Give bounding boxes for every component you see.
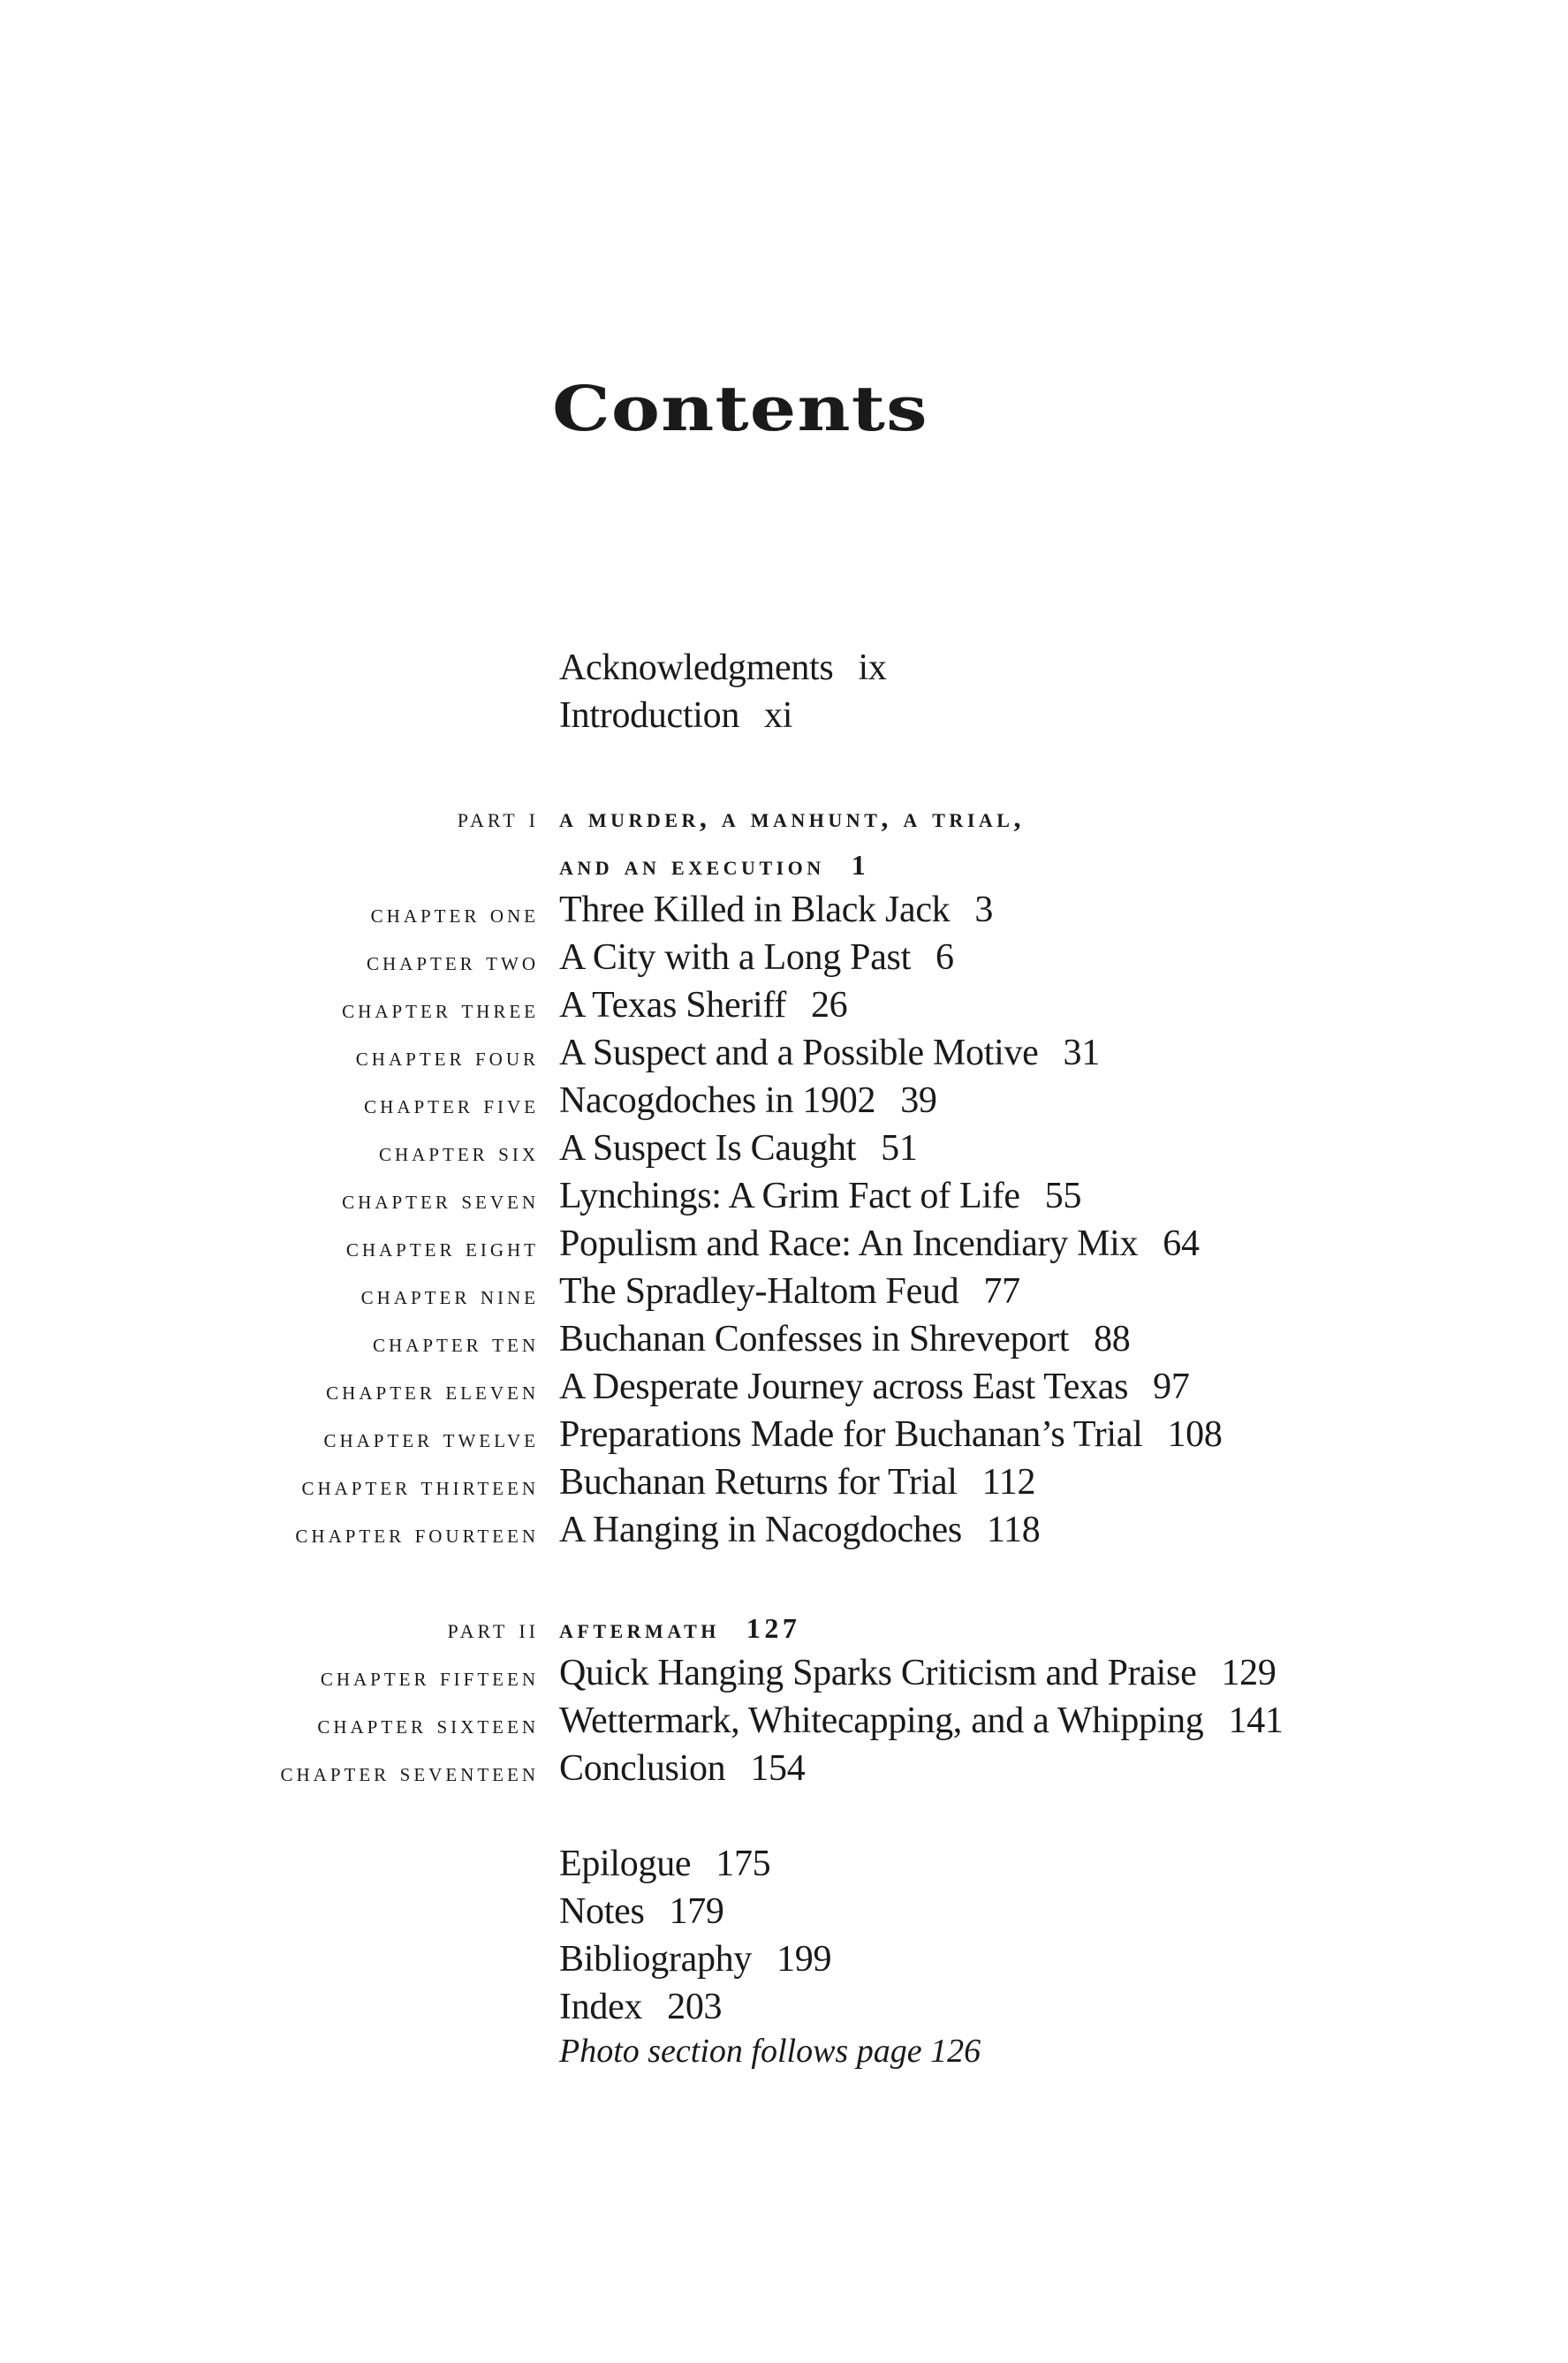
entry-text bbox=[559, 889, 993, 931]
chapter-title: Wettermark, Whitecapping, and a Whipping bbox=[559, 1700, 1204, 1741]
entry-text bbox=[559, 647, 887, 689]
entry-title: Acknowledgments bbox=[559, 648, 834, 688]
chapter-label: chapter sixteen bbox=[317, 1710, 539, 1739]
toc-chapter-5[interactable] bbox=[0, 1078, 1568, 1125]
entry-text bbox=[559, 1747, 805, 1790]
part-page: 1 bbox=[851, 849, 870, 881]
chapter-title: Nacogdoches in 1902 bbox=[559, 1080, 876, 1121]
chapter-page: 39 bbox=[900, 1080, 937, 1121]
chapter-title: A City with a Long Past bbox=[559, 937, 911, 978]
entry-text bbox=[559, 1652, 1276, 1694]
toc-part-2[interactable] bbox=[0, 1602, 1568, 1650]
toc-chapter-14[interactable] bbox=[0, 1507, 1568, 1555]
toc-chapter-3[interactable] bbox=[0, 982, 1568, 1030]
part-title-line-2 bbox=[559, 849, 869, 882]
entry-text bbox=[559, 1223, 1200, 1265]
entry-text bbox=[559, 1461, 1035, 1503]
part-label: part i bbox=[457, 801, 539, 833]
toc-part-1[interactable] bbox=[0, 791, 1568, 839]
chapter-page: 97 bbox=[1153, 1367, 1190, 1407]
entry-text bbox=[559, 1509, 1040, 1551]
toc-entry-epilogue[interactable] bbox=[0, 1841, 1568, 1889]
chapter-page: 55 bbox=[1044, 1176, 1082, 1216]
toc-chapter-4[interactable] bbox=[0, 1030, 1568, 1078]
chapter-title: Populism and Race: An Incendiary Mix bbox=[559, 1223, 1139, 1264]
entry-text bbox=[559, 1986, 722, 2028]
entry-page: 179 bbox=[669, 1891, 724, 1932]
entry-title: Index bbox=[559, 1987, 643, 2027]
chapter-title: A Desperate Journey across East Texas bbox=[559, 1367, 1129, 1407]
chapter-label: chapter seventeen bbox=[280, 1758, 539, 1787]
page-title: Contents bbox=[552, 372, 928, 445]
chapter-title: A Hanging in Nacogdoches bbox=[559, 1510, 962, 1550]
entry-text bbox=[559, 1890, 724, 1933]
chapter-label: chapter one bbox=[370, 899, 539, 928]
entry-text bbox=[559, 1413, 1223, 1456]
chapter-page: 129 bbox=[1221, 1653, 1276, 1693]
chapter-title: Buchanan Confesses in Shreveport bbox=[559, 1319, 1070, 1359]
chapter-page: 154 bbox=[750, 1748, 806, 1789]
toc-chapter-15[interactable] bbox=[0, 1650, 1568, 1698]
part-page: 127 bbox=[746, 1612, 801, 1644]
chapter-title: Three Killed in Black Jack bbox=[559, 890, 951, 930]
chapter-page: 118 bbox=[986, 1510, 1041, 1550]
part-label: part ii bbox=[447, 1612, 539, 1644]
chapter-label: chapter six bbox=[378, 1138, 539, 1167]
toc-chapter-12[interactable] bbox=[0, 1412, 1568, 1459]
chapter-label: chapter eleven bbox=[326, 1376, 539, 1405]
toc-chapter-11[interactable] bbox=[0, 1364, 1568, 1412]
toc-chapter-7[interactable] bbox=[0, 1173, 1568, 1221]
chapter-label: chapter eight bbox=[345, 1233, 539, 1262]
entry-text bbox=[559, 1938, 831, 1981]
chapter-title: Quick Hanging Sparks Criticism and Praise bbox=[559, 1653, 1197, 1693]
entry-text bbox=[559, 1843, 770, 1885]
chapter-title: Lynchings: A Grim Fact of Life bbox=[559, 1176, 1020, 1216]
entry-text bbox=[559, 936, 954, 979]
chapter-page: 3 bbox=[974, 890, 994, 930]
chapter-title: The Spradley-Haltom Feud bbox=[559, 1271, 959, 1312]
chapter-page: 108 bbox=[1167, 1414, 1223, 1455]
toc-chapter-8[interactable] bbox=[0, 1221, 1568, 1269]
chapter-title: A Suspect Is Caught bbox=[559, 1128, 857, 1169]
entry-text bbox=[559, 984, 847, 1026]
chapter-label: chapter nine bbox=[360, 1281, 539, 1310]
entry-title: Introduction bbox=[559, 695, 740, 736]
entry-title: Notes bbox=[559, 1891, 645, 1932]
chapter-page: 64 bbox=[1163, 1223, 1200, 1264]
chapter-label: chapter fourteen bbox=[295, 1519, 539, 1549]
toc-chapter-9[interactable] bbox=[0, 1269, 1568, 1316]
toc-entry-introduction[interactable] bbox=[0, 693, 1568, 740]
toc-part-1-cont[interactable] bbox=[0, 839, 1568, 887]
chapter-label: chapter fifteen bbox=[320, 1662, 539, 1692]
entry-title: Epilogue bbox=[559, 1844, 692, 1884]
entry-text bbox=[559, 1270, 1020, 1313]
entry-text bbox=[559, 1318, 1131, 1360]
toc-chapter-2[interactable] bbox=[0, 935, 1568, 982]
chapter-label: chapter five bbox=[364, 1090, 539, 1119]
chapter-label: chapter four bbox=[355, 1042, 539, 1072]
chapter-title: Preparations Made for Buchanan’s Trial bbox=[559, 1414, 1143, 1455]
toc-chapter-6[interactable] bbox=[0, 1125, 1568, 1173]
part-title-line-1: a murder, a manhunt, a trial, bbox=[559, 801, 1025, 833]
chapter-label: chapter ten bbox=[373, 1329, 539, 1358]
chapter-title: A Texas Sheriff bbox=[559, 985, 786, 1026]
chapter-page: 141 bbox=[1228, 1700, 1284, 1741]
chapter-label: chapter seven bbox=[342, 1185, 539, 1215]
entry-title: Bibliography bbox=[559, 1939, 753, 1980]
part-title-text: and an execution bbox=[559, 849, 825, 881]
chapter-label: chapter three bbox=[342, 995, 539, 1024]
chapter-page: 77 bbox=[983, 1271, 1020, 1312]
chapter-page: 26 bbox=[810, 985, 848, 1026]
entry-page: ix bbox=[858, 648, 887, 688]
part-title-text: aftermath bbox=[559, 1612, 720, 1644]
chapter-page: 112 bbox=[981, 1462, 1036, 1503]
toc-chapter-13[interactable] bbox=[0, 1459, 1568, 1507]
entry-page: 203 bbox=[667, 1987, 723, 2027]
part-title-line bbox=[559, 1612, 800, 1645]
chapter-title: Buchanan Returns for Trial bbox=[559, 1462, 958, 1503]
entry-page: xi bbox=[764, 695, 793, 736]
toc-chapter-10[interactable] bbox=[0, 1316, 1568, 1364]
toc-entry-notes[interactable] bbox=[0, 1889, 1568, 1936]
chapter-label: chapter two bbox=[367, 947, 539, 976]
photo-section-note: Photo section follows page 126 bbox=[559, 2033, 981, 2070]
toc-chapter-17[interactable] bbox=[0, 1746, 1568, 1793]
entry-text bbox=[559, 1127, 918, 1170]
chapter-title: A Suspect and a Possible Motive bbox=[559, 1033, 1039, 1073]
entry-page: 199 bbox=[776, 1939, 832, 1980]
entry-text bbox=[559, 1700, 1284, 1742]
toc-entry-bibliography[interactable] bbox=[0, 1936, 1568, 1984]
entry-text bbox=[559, 1079, 937, 1122]
chapter-page: 31 bbox=[1063, 1033, 1100, 1073]
entry-text bbox=[559, 694, 792, 737]
chapter-page: 88 bbox=[1094, 1319, 1131, 1359]
chapter-label: chapter twelve bbox=[323, 1424, 539, 1453]
toc-chapter-16[interactable] bbox=[0, 1698, 1568, 1746]
toc-entry-index[interactable] bbox=[0, 1984, 1568, 2032]
chapter-page: 6 bbox=[935, 937, 954, 978]
entry-text bbox=[559, 1175, 1081, 1217]
chapter-label: chapter thirteen bbox=[301, 1472, 539, 1501]
entry-page: 175 bbox=[716, 1844, 771, 1884]
entry-text bbox=[559, 1032, 1100, 1074]
chapter-page: 51 bbox=[881, 1128, 918, 1169]
toc-chapter-1[interactable] bbox=[0, 887, 1568, 935]
toc-entry-acknowledgments[interactable] bbox=[0, 645, 1568, 693]
entry-text bbox=[559, 1366, 1190, 1408]
chapter-title: Conclusion bbox=[559, 1748, 726, 1789]
